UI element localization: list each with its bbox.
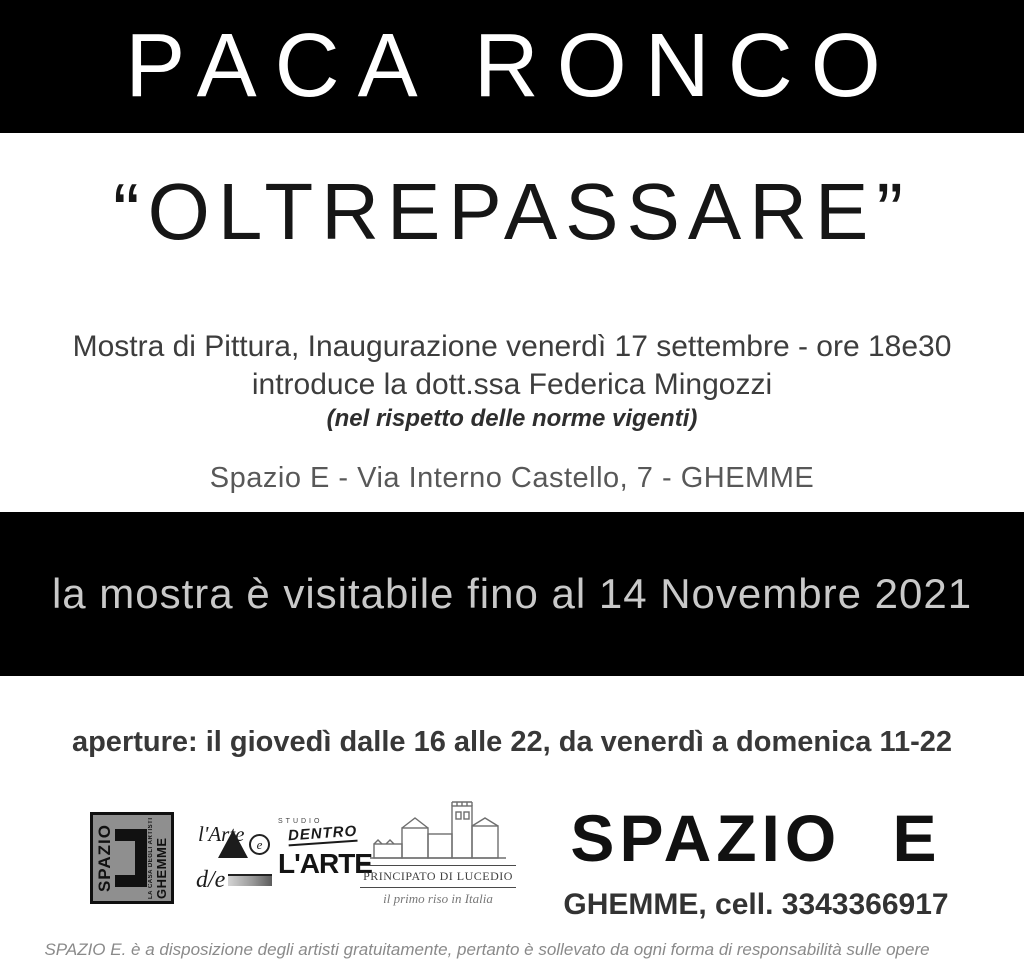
duration-banner — [0, 512, 1024, 676]
arte-de-logo — [196, 822, 272, 894]
artist-name-banner — [0, 0, 1024, 133]
spazio-logo-vertical-text: SPAZIO — [95, 823, 114, 893]
venue-address: Spazio E - Via Interno Castello, 7 - GHEMME — [209, 462, 815, 494]
lucedio-subtitle-text: il primo riso in Italia — [383, 891, 493, 906]
dentro-text: DENTRO — [287, 822, 358, 845]
space-name: SPAZIO E — [570, 801, 942, 875]
norms-note: (nel rispetto delle norme vigenti) — [326, 405, 698, 432]
arte-de-script-text: l'Arte — [198, 822, 245, 846]
opening-hours: aperture: il giovedì dalle 16 alle 22, da venerdì a domenica 11-22 — [71, 726, 953, 758]
spazio-logo-e-icon — [115, 829, 147, 887]
duration-text: la mostra è visitabile fino al 14 Novembre 2021 — [51, 570, 973, 617]
lucedio-castle-icon — [368, 798, 508, 860]
casa-degli-artisti-text: LA CASA DEGLI ARTISTI — [148, 817, 154, 899]
introduction-line: introduce la dott.ssa Federica Mingozzi — [251, 368, 773, 401]
spazio-logo-right-text — [148, 817, 168, 899]
spazio-ghemme-logo — [90, 812, 174, 904]
arte-de-circle-e-icon: e — [249, 834, 270, 855]
event-info-line: Mostra di Pittura, Inaugurazione venerdì 17 settembre - ore 18e30 — [72, 330, 952, 363]
larte-text: L'ARTE — [278, 848, 372, 879]
studio-text: STUDIO — [278, 818, 323, 825]
artist-name: PACA RONCO — [125, 16, 899, 116]
contact-info: GHEMME, cell. 3343366917 — [563, 888, 949, 921]
exhibition-title: “OLTREPASSARE” — [112, 167, 912, 256]
disclaimer-text: SPAZIO E. è a disposizione degli artisti gratuitamente, pertanto è sollevato da ogni forma di responsabilità sulle opere — [44, 940, 930, 959]
arte-de-stripes-icon — [228, 874, 272, 886]
principato-di-lucedio-logo — [360, 798, 516, 907]
studio-dentro-larte-logo — [278, 818, 372, 906]
lucedio-title-text: PRINCIPATO DI LUCEDIO — [360, 865, 516, 888]
arte-de-de-text: d/e — [196, 867, 226, 893]
ghemme-text: GHEMME — [154, 837, 169, 899]
